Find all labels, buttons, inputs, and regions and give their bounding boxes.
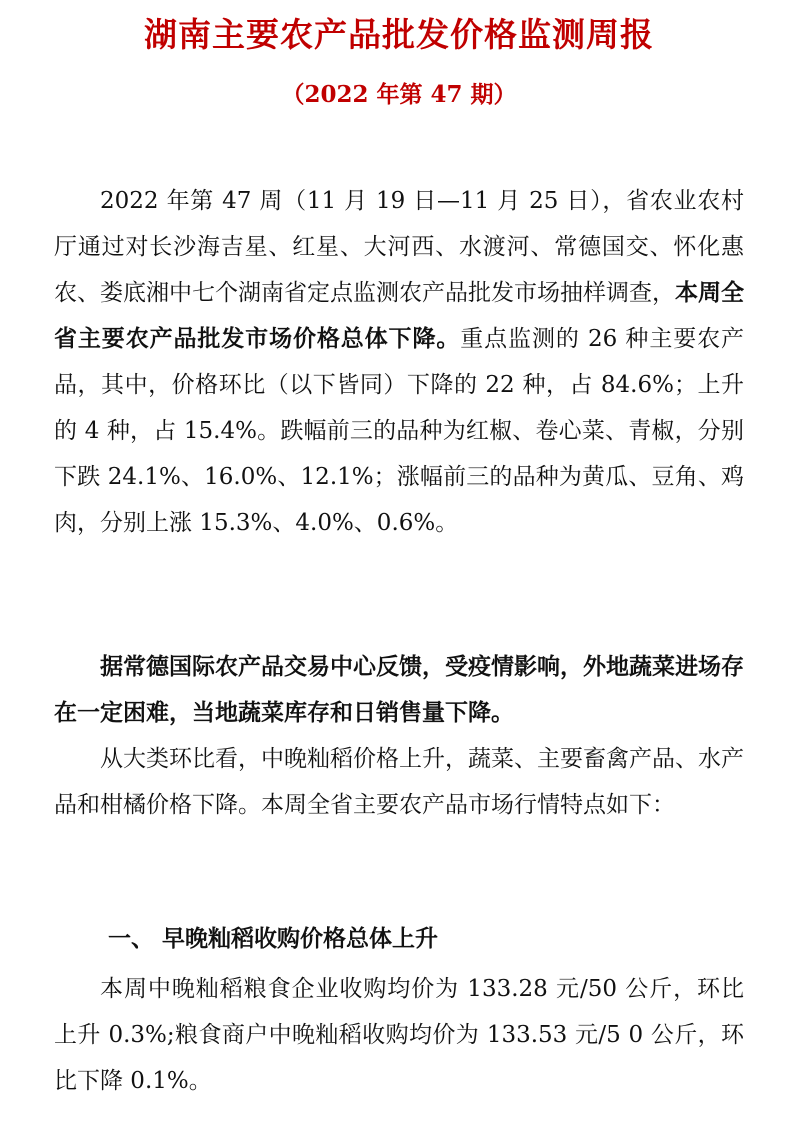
- paragraph-summary: [54, 178, 744, 546]
- paragraph-summary-intro: 2022 年第 47 周（11 月 19 日—11 月 25 日），省农业农村厅通过对长沙海吉星、红星、大河西、水渡河、常德国交、怀化惠农、娄底湘中七个湖南省定点监测农产品批发市场抽样调查，: [54, 188, 744, 306]
- paragraph-feedback-text: 据常德国际农产品交易中心反馈，受疫情影响，外地蔬菜进场存在一定困难，当地蔬菜库存和日销售量下降。: [54, 653, 744, 726]
- paragraph-rice-prices: 本周中晚籼稻粮食企业收购均价为 133.28 元/50 公斤，环比上升 0.3%;粮食商户中晚籼稻收购均价为 133.53 元/5 0 公斤，环比下降 0.1%。: [54, 976, 744, 1094]
- paragraph-summary-highlight: 本周全省主要农产品批发市场价格总体下降。: [54, 279, 744, 352]
- paragraph-category-overview: 从大类环比看，中晚籼稻价格上升，蔬菜、主要畜禽产品、水产品和柑橘价格下降。本周全省主要农产品市场行情特点如下：: [54, 746, 744, 818]
- report-title: 湖南主要农产品批发价格监测周报: [144, 15, 654, 54]
- paragraph-feedback: [54, 644, 744, 736]
- section-heading-rice: 一、 早晚籼稻收购价格总体上升: [108, 925, 439, 952]
- paragraph-summary-details: 重点监测的 26 种主要农产品，其中，价格环比（以下皆同）下降的 22 种，占 84.6%；上升的 4 种，占 15.4%。跌幅前三的品种为红椒、卷心菜、青椒，分别下跌 24.1%、16.0%、12.1%；涨幅前三的品种为黄瓜、豆角、鸡肉，分别上涨 15.3%、4.0%、0.6%。: [54, 326, 745, 536]
- report-issue: （2022 年第 47 期）: [281, 81, 517, 108]
